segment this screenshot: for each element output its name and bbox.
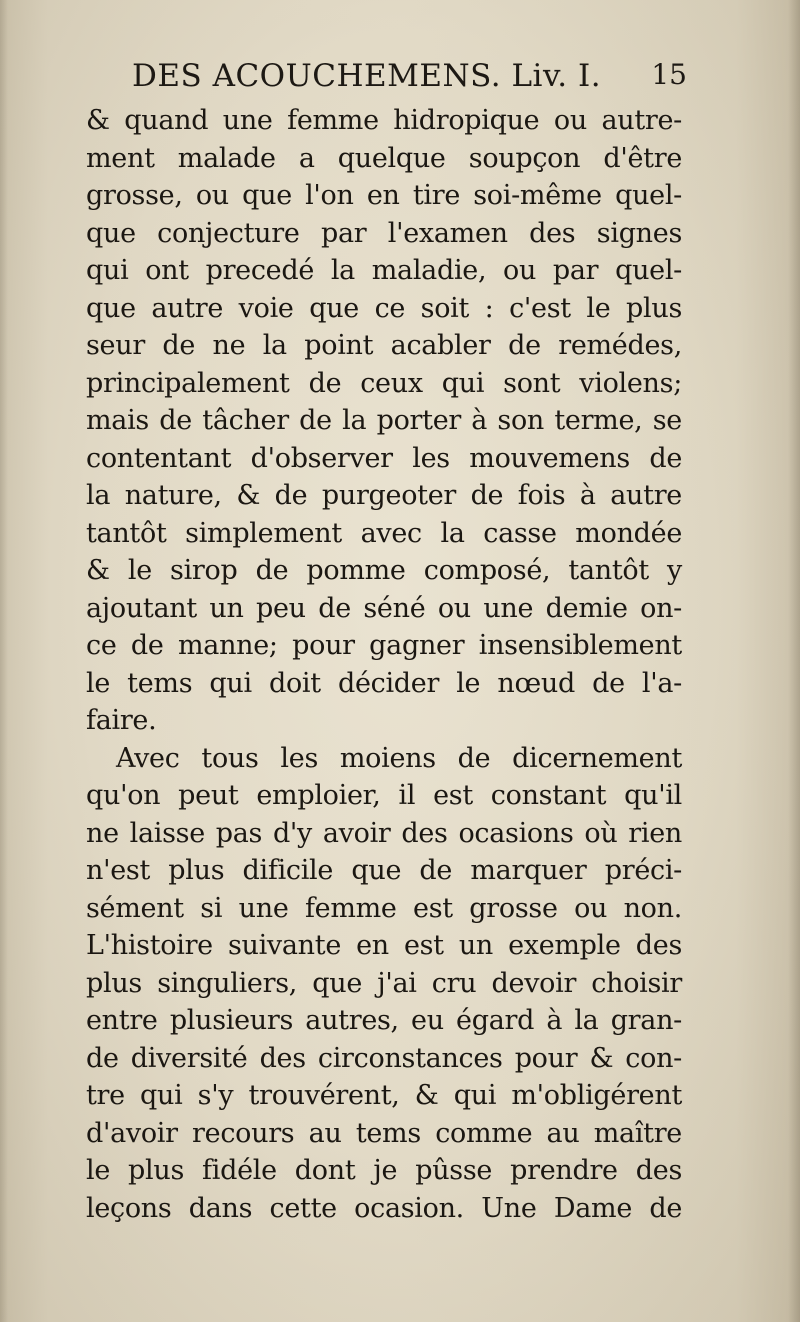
text-line: & quand une femme hidropique ou autre- bbox=[86, 105, 682, 136]
text-line: qu'on peut emploier, il est constant qu'il bbox=[86, 780, 682, 811]
running-title: DES ACOUCHEMENS. Liv. I. bbox=[132, 58, 602, 94]
text-line: plus singuliers, que j'ai cru devoir choisir bbox=[86, 967, 682, 999]
text-line: d'avoir recours au tems comme au maître bbox=[86, 1117, 682, 1149]
text-line: ne laisse pas d'y avoir des ocasions où rien bbox=[86, 817, 682, 849]
text-line: & le sirop de pomme composé, tantôt y bbox=[86, 555, 682, 586]
text-line: mais de tâcher de la porter à son terme, se bbox=[86, 405, 682, 436]
page-number: 15 bbox=[651, 58, 687, 91]
paragraph bbox=[86, 740, 682, 1228]
text-line: ment malade a quelque soupçon d'être bbox=[86, 142, 682, 174]
text-line: entre plusieurs autres, eu égard à la gran- bbox=[86, 1005, 682, 1036]
text-line: que conjecture par l'examen des signes bbox=[86, 217, 682, 249]
page-edge-shadow bbox=[0, 0, 8, 1322]
running-header bbox=[132, 58, 687, 98]
text-line: ce de manne; pour gagner insensiblement bbox=[86, 630, 682, 661]
text-line: n'est plus dificile que de marquer préci- bbox=[86, 855, 682, 886]
text-line: contentant d'observer les mouvemens de bbox=[86, 442, 682, 474]
text-line: seur de ne la point acabler de remédes, bbox=[86, 330, 682, 361]
text-line: le tems qui doit décider le nœud de l'a- bbox=[86, 667, 682, 699]
text-line: sément si une femme est grosse ou non. bbox=[86, 892, 682, 924]
text-line: ajoutant un peu de séné ou une demie on- bbox=[86, 592, 682, 624]
body-text bbox=[86, 102, 682, 1227]
text-line: qui ont precedé la maladie, ou par quel- bbox=[86, 255, 682, 286]
text-line: L'histoire suivante en est un exemple des bbox=[86, 930, 682, 961]
paragraph bbox=[86, 102, 682, 740]
text-line: de diversité des circonstances pour & con- bbox=[86, 1042, 682, 1074]
page-edge-shadow bbox=[788, 0, 800, 1322]
text-line: leçons dans cette ocasion. Une Dame de bbox=[86, 1192, 682, 1224]
text-line: Avec tous les moiens de dicernement bbox=[116, 742, 682, 774]
text-line: que autre voie que ce soit : c'est le plus bbox=[86, 292, 682, 324]
text-line: grosse, ou que l'on en tire soi-même quel- bbox=[86, 180, 682, 211]
text-line: faire. bbox=[86, 705, 157, 736]
text-line: la nature, & de purgeoter de fois à autre bbox=[86, 480, 682, 511]
text-line: principalement de ceux qui sont violens; bbox=[86, 367, 682, 399]
text-line: tre qui s'y trouvérent, & qui m'obligérent bbox=[86, 1080, 682, 1111]
text-line: tantôt simplement avec la casse mondée bbox=[86, 517, 682, 549]
text-line: le plus fidéle dont je pûsse prendre des bbox=[86, 1155, 682, 1186]
